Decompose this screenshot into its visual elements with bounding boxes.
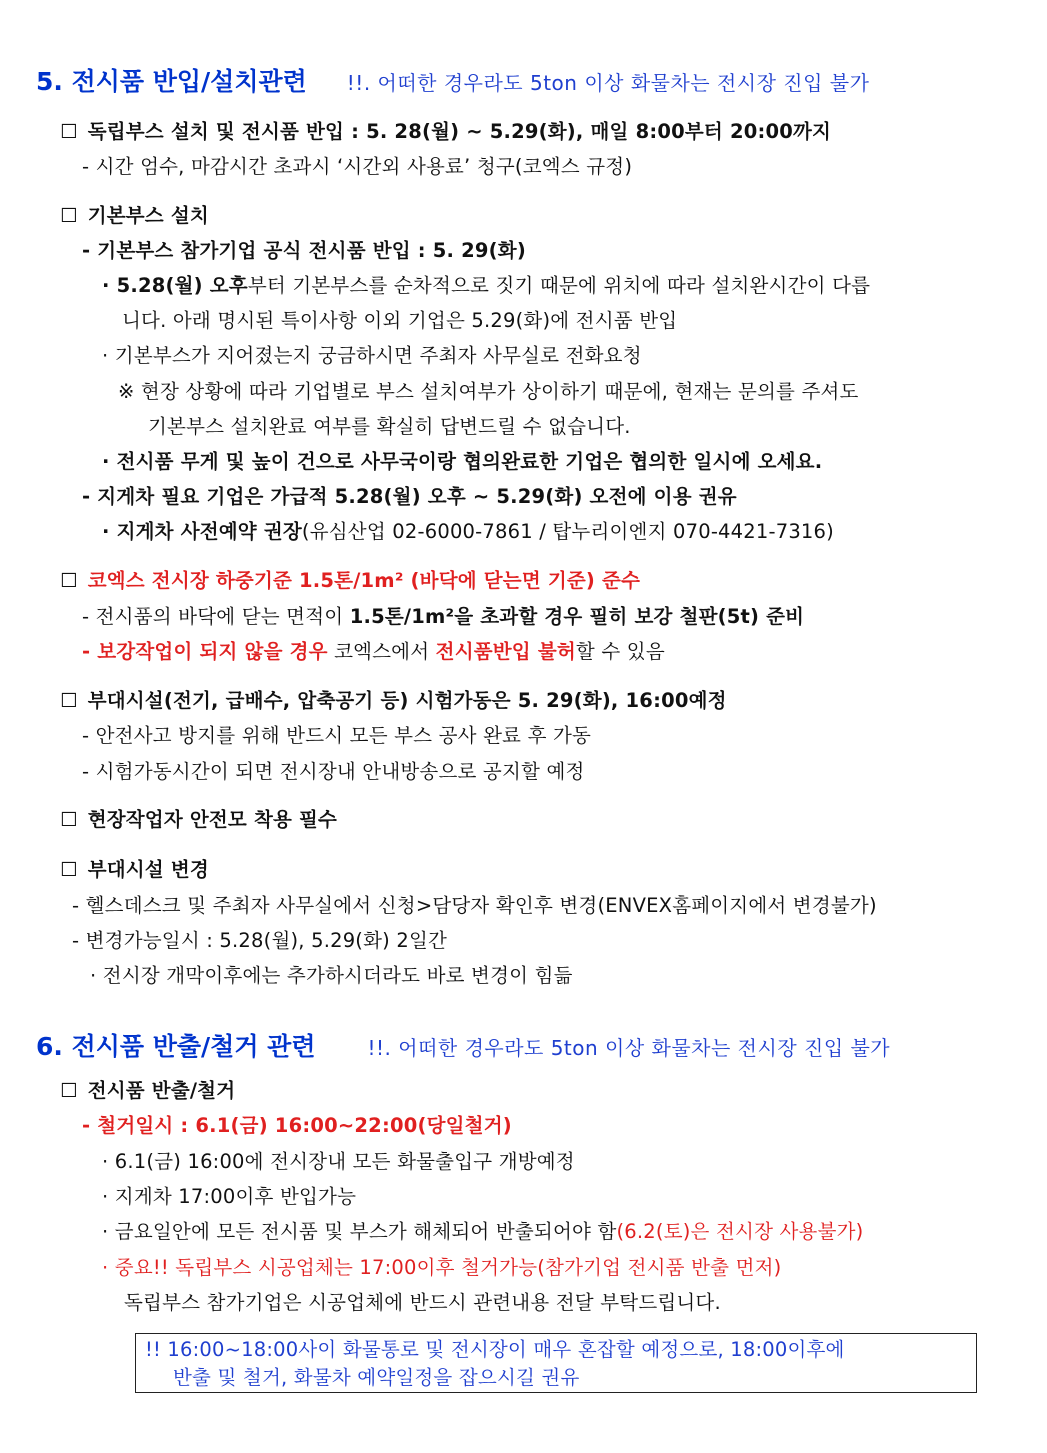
bullet-line: · 6.1(금) 16:00에 전시장내 모든 화물출입구 개방예정: [102, 1150, 575, 1173]
section-6-title: 6. 전시품 반출/철거 관련: [36, 1032, 316, 1061]
detail-line: [82, 602, 804, 632]
section-5-title: 5. 전시품 반입/설치관련: [36, 67, 307, 96]
alert-text: 보강작업이 되지 않을 경우: [97, 640, 328, 663]
detail-line: - 안전사고 방지를 위해 반드시 모든 부스 공사 완료 후 가동: [82, 724, 592, 747]
checkbox-icon: ☐: [60, 808, 78, 831]
bullet-line: · 기본부스가 지어졌는지 궁금하시면 주최자 사무실로 전화요청: [102, 344, 642, 367]
bullet-line: [102, 1217, 863, 1247]
note-continuation: 기본부스 설치완료 여부를 확실히 답변드릴 수 없습니다.: [148, 415, 631, 438]
item-title: 현장작업자 안전모 착용 필수: [87, 808, 338, 831]
item-facility-test: [60, 686, 727, 716]
checkbox-icon: ☐: [60, 204, 78, 227]
emphasis-text: · 5.28(월) 오후: [102, 274, 248, 297]
item-title: 부대시설(전기, 급배수, 압축공기 등) 시험가동은 5. 29(화), 16:00예정: [87, 689, 727, 712]
item-title: 기본부스 설치: [87, 204, 209, 227]
checkbox-icon: ☐: [60, 689, 78, 712]
section-6-warning: !!. 어떠한 경우라도 5ton 이상 화물차는 전시장 진입 불가: [367, 1036, 891, 1060]
detail-line: - 기본부스 참가기업 공식 전시품 반입 : 5. 29(화): [82, 239, 526, 262]
detail-line: [82, 637, 665, 667]
bullet-line: [102, 271, 870, 301]
detail-text: 코엑스에서: [327, 640, 436, 663]
alert-text: 전시품반입 불허: [435, 640, 576, 663]
checkbox-icon: ☐: [60, 858, 78, 881]
detail-text: 할 수 있음: [575, 640, 665, 663]
checkbox-icon: ☐: [60, 120, 78, 143]
bullet-line-important: · 중요!! 독립부스 시공업체는 17:00이후 철거가능(참가기업 전시품 반출 먼저): [102, 1256, 782, 1279]
bullet-line: · 지게차 17:00이후 반입가능: [102, 1185, 357, 1208]
detail-line: - 지게차 필요 기업은 가급적 5.28(월) 오후 ~ 5.29(화) 오전에 이용 권유: [82, 485, 737, 508]
item-load-standard: [60, 566, 640, 596]
section-5-warning: !!. 어떠한 경우라도 5ton 이상 화물차는 전시장 진입 불가: [346, 71, 870, 95]
item-facility-change: [60, 855, 209, 885]
bullet-continuation: 독립부스 참가기업은 시공업체에 반드시 관련내용 전달 부탁드립니다.: [124, 1291, 721, 1314]
bullet-line: · 전시장 개막이후에는 추가하시더라도 바로 변경이 힘듦: [90, 964, 573, 987]
section-5-heading: [36, 62, 869, 98]
note-line: ※ 현장 상황에 따라 기업별로 부스 설치여부가 상이하기 때문에, 현재는 문의를 주셔도: [118, 380, 859, 403]
alert-text: (6.2(토)은 전시장 사용불가): [616, 1220, 864, 1243]
item-removal: [60, 1076, 235, 1106]
bullet-text: (유심산업 02-6000-7861 / 탑누리이엔지 070-4421-7316): [301, 520, 834, 543]
bullet-text: · 금요일안에 모든 전시품 및 부스가 해체되어 반출되어야 함: [102, 1220, 617, 1243]
section-6-heading: [36, 1027, 890, 1063]
item-helmet: [60, 805, 337, 835]
checkbox-icon: ☐: [60, 569, 78, 592]
item-basic-booth: [60, 201, 209, 231]
removal-datetime: - 철거일시 : 6.1(금) 16:00~22:00(당일철거): [82, 1114, 512, 1137]
detail-text: - 전시품의 바닥에 닫는 면적이: [82, 605, 350, 628]
checkbox-icon: ☐: [60, 1079, 78, 1102]
bullet-text: 부터 기본부스를 순차적으로 짓기 때문에 위치에 따라 설치완시간이 다릅: [247, 274, 871, 297]
item-independent-booth: [60, 117, 831, 147]
bullet-line: · 전시품 무게 및 높이 건으로 사무국이랑 협의완료한 기업은 협의한 일시에 오세요.: [102, 450, 823, 473]
item-title: 독립부스 설치 및 전시품 반입 : 5. 28(월) ~ 5.29(화), 매일 8:00부터 20:00까지: [87, 120, 832, 143]
detail-line: - 변경가능일시 : 5.28(월), 5.29(화) 2일간: [72, 929, 448, 952]
bullet-line: [102, 517, 834, 547]
dash-mark: -: [82, 640, 98, 663]
item-title: 전시품 반출/철거: [87, 1079, 236, 1102]
notice-line-2: 반출 및 철거, 화물차 예약일정을 잡으시길 권유: [173, 1366, 580, 1389]
detail-line: - 시험가동시간이 되면 전시장내 안내방송으로 공지할 예정: [82, 760, 585, 783]
emphasis-text: 1.5톤/1m²을 초과할 경우 필히 보강 철판(5t) 준비: [349, 605, 805, 628]
bullet-continuation: 니다. 아래 명시된 특이사항 이외 기업은 5.29(화)에 전시품 반입: [122, 309, 678, 332]
notice-box: [135, 1333, 977, 1393]
detail-line: - 시간 엄수, 마감시간 초과시 ‘시간외 사용료’ 청구(코엑스 규정): [82, 155, 633, 178]
notice-line-1: !! 16:00~18:00사이 화물통로 및 전시장이 매우 혼잡할 예정으로, 18:00이후에: [145, 1338, 845, 1361]
detail-line: - 헬스데스크 및 주최자 사무실에서 신청>담당자 확인후 변경(ENVEX홈페이지에서 변경불가): [72, 894, 877, 917]
item-title: 부대시설 변경: [87, 858, 209, 881]
emphasis-text: · 지게차 사전예약 권장: [102, 520, 302, 543]
item-title: 코엑스 전시장 하중기준 1.5톤/1m² (바닥에 닫는면 기준) 준수: [87, 569, 641, 592]
